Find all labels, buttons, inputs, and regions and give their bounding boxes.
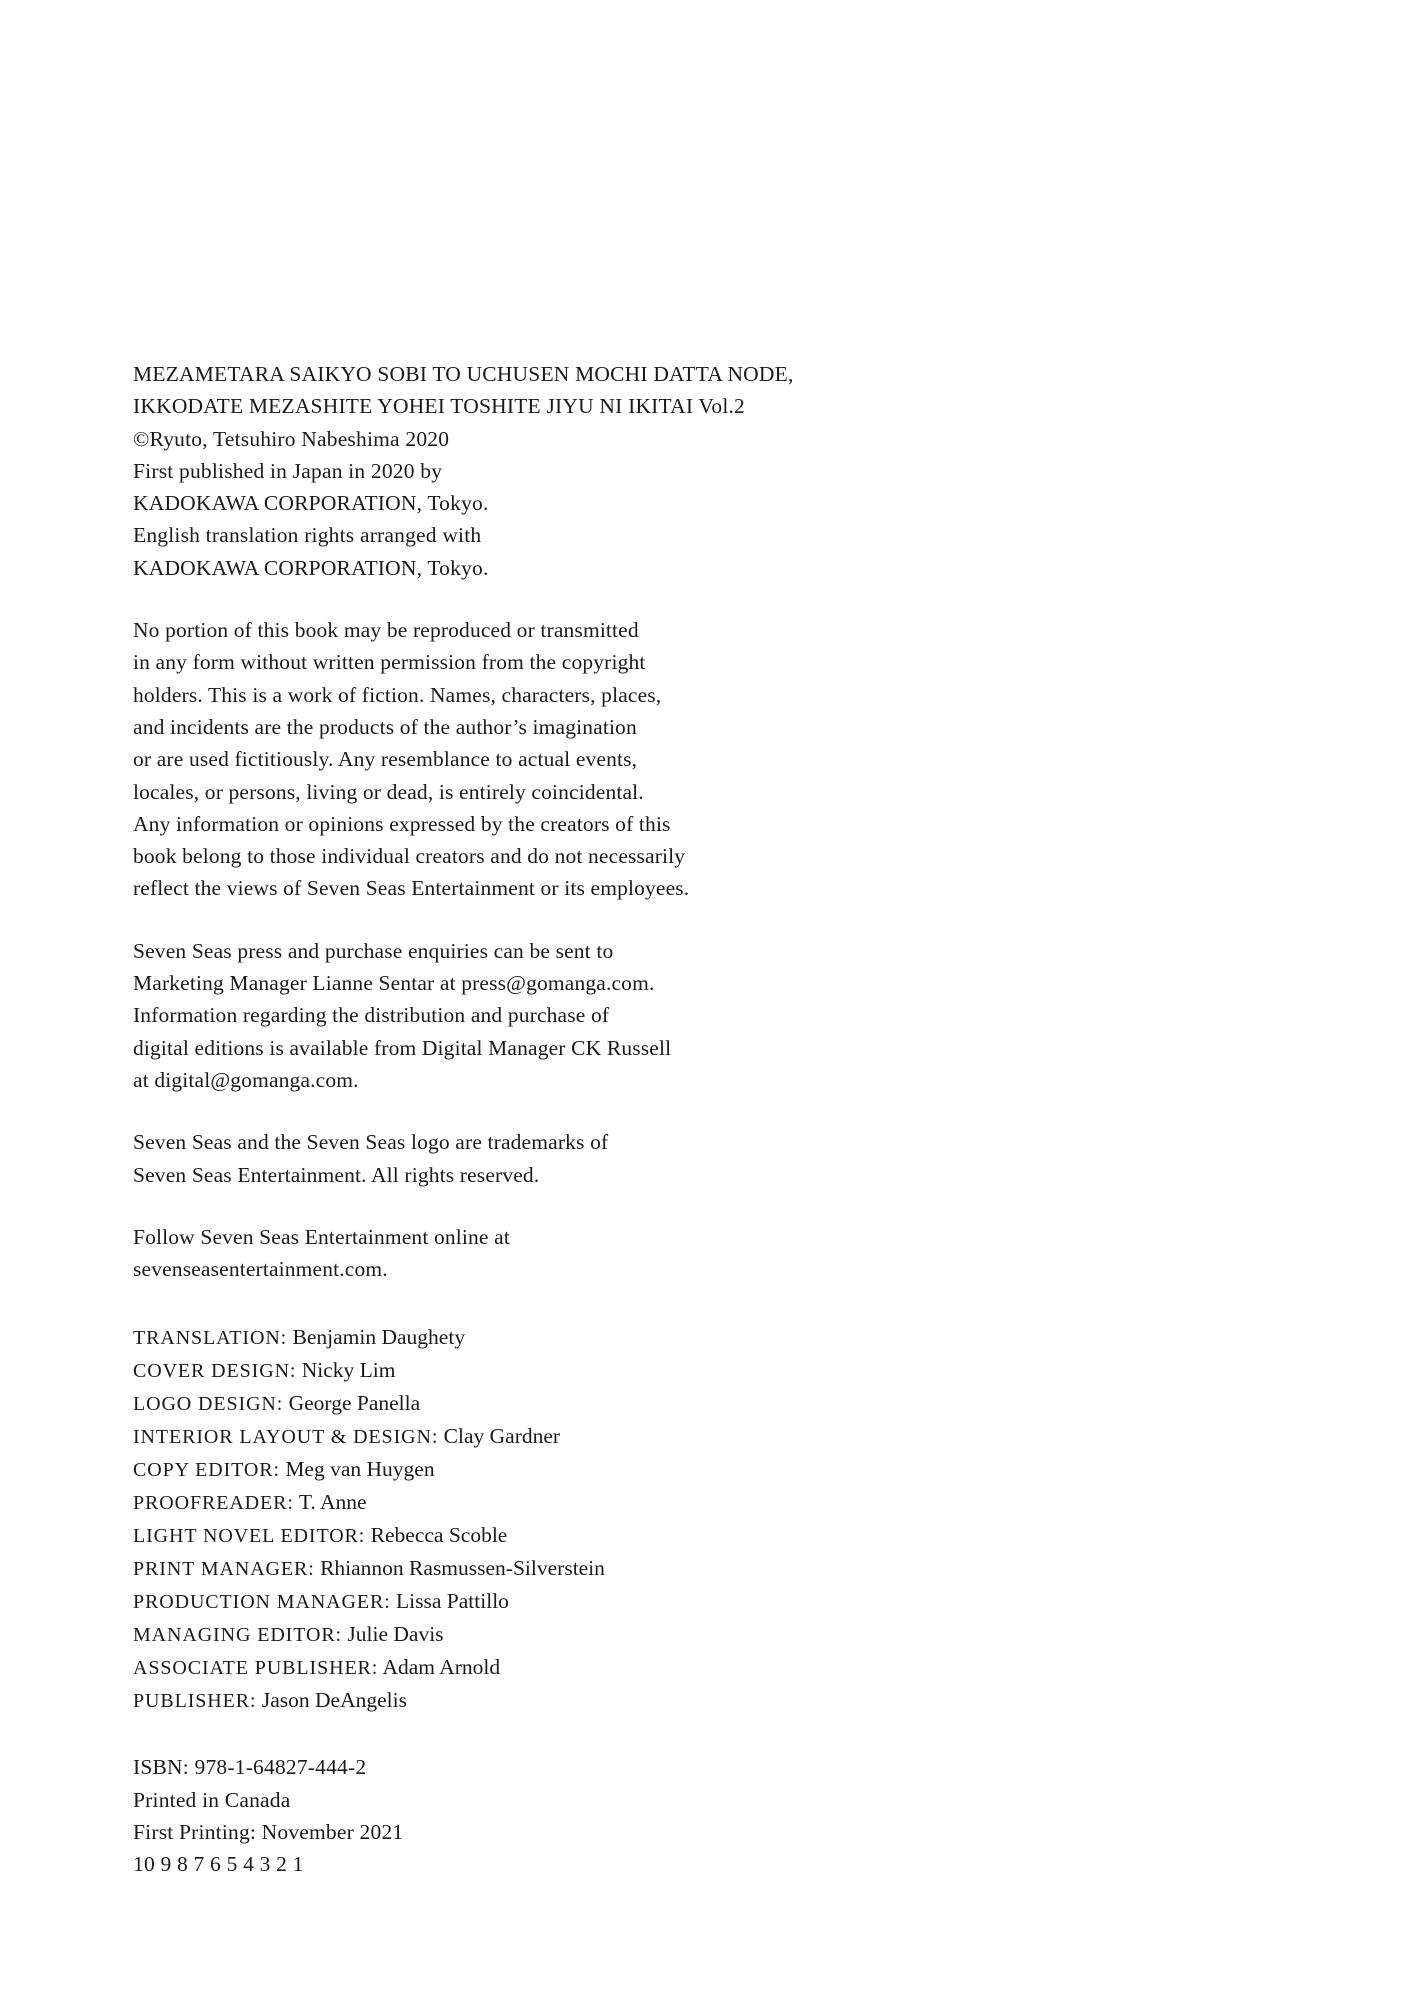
credit-name: Rhiannon Rasmussen-Silverstein <box>320 1556 605 1581</box>
credit-row <box>133 1618 973 1651</box>
credit-role: PRODUCTION MANAGER: <box>133 1591 391 1614</box>
reproduction-line: or are used fictitiously. Any resemblance to actual events, <box>133 747 638 772</box>
follow-line: Follow Seven Seas Entertainment online at <box>133 1224 510 1249</box>
credit-role: PROOFREADER: <box>133 1492 294 1515</box>
credit-row <box>133 1387 973 1420</box>
credit-row <box>133 1519 973 1552</box>
credit-role: INTERIOR LAYOUT & DESIGN: <box>133 1426 439 1449</box>
credit-role: PRINT MANAGER: <box>133 1558 315 1581</box>
reproduction-line: book belong to those individual creators and do not necessarily <box>133 844 686 869</box>
credit-row <box>133 1684 973 1717</box>
trademark-line: Seven Seas and the Seven Seas logo are trademarks of <box>133 1130 609 1155</box>
enquiries-line: Seven Seas press and purchase enquiries can be sent to <box>133 938 614 963</box>
credit-name: Meg van Huygen <box>285 1457 435 1482</box>
trademark-block <box>133 1126 973 1191</box>
credit-name: Lissa Pattillo <box>396 1589 509 1614</box>
reproduction-line: in any form without written permission from the copyright <box>133 650 646 675</box>
credit-name: Jason DeAngelis <box>261 1688 407 1713</box>
isbn-line: ISBN: 978-1-64827-444-2 <box>133 1755 367 1780</box>
credit-role: COVER DESIGN: <box>133 1360 297 1383</box>
isbn-block <box>133 1751 973 1880</box>
credit-role: MANAGING EDITOR: <box>133 1624 343 1647</box>
reproduction-line: Any information or opinions expressed by the creators of this <box>133 811 671 836</box>
credit-row <box>133 1486 973 1519</box>
copyright-line: First published in Japan in 2020 by <box>133 458 443 483</box>
copyright-line: MEZAMETARA SAIKYO SOBI TO UCHUSEN MOCHI DATTA NODE, <box>133 362 794 386</box>
copyright-line: KADOKAWA CORPORATION, Tokyo. <box>133 491 489 516</box>
credit-row <box>133 1651 973 1684</box>
enquiries-line: Information regarding the distribution and purchase of <box>133 1003 610 1028</box>
credit-name: Nicky Lim <box>301 1358 396 1383</box>
reproduction-line: holders. This is a work of fiction. Names, characters, places, <box>133 682 662 707</box>
enquiries-line: digital editions is available from Digital Manager CK Russell <box>133 1035 672 1060</box>
reproduction-line: No portion of this book may be reproduced or transmitted <box>133 618 639 643</box>
enquiries-line: at digital@gomanga.com. <box>133 1067 359 1092</box>
credit-name: Rebecca Scoble <box>370 1523 508 1548</box>
credit-name: George Panella <box>288 1391 421 1416</box>
credit-name: Benjamin Daughety <box>292 1325 466 1350</box>
credit-role: ASSOCIATE PUBLISHER: <box>133 1657 379 1680</box>
printed-in-line: Printed in Canada <box>133 1787 291 1812</box>
trademark-line: Seven Seas Entertainment. All rights reserved. <box>133 1162 540 1187</box>
credit-row <box>133 1420 973 1453</box>
credit-role: TRANSLATION: <box>133 1327 288 1350</box>
enquiries-block <box>133 935 973 1096</box>
reproduction-notice-block <box>133 614 973 905</box>
copyright-notice-block <box>133 358 973 584</box>
follow-block <box>133 1221 973 1286</box>
printing-number-line: 10 9 8 7 6 5 4 3 2 1 <box>133 1852 304 1877</box>
credit-row <box>133 1321 973 1354</box>
copyright-line: English translation rights arranged with <box>133 523 482 548</box>
credit-row <box>133 1585 973 1618</box>
reproduction-line: and incidents are the products of the author’s imagination <box>133 714 637 739</box>
copyright-line: IKKODATE MEZASHITE YOHEI TOSHITE JIYU NI IKITAI Vol.2 <box>133 394 746 419</box>
credit-role: COPY EDITOR: <box>133 1459 280 1482</box>
credits-list <box>133 1321 973 1717</box>
credit-name: Clay Gardner <box>443 1424 561 1449</box>
credit-name: Adam Arnold <box>382 1655 501 1680</box>
credit-role: LIGHT NOVEL EDITOR: <box>133 1525 366 1548</box>
copyright-content <box>133 358 973 1881</box>
credit-role: LOGO DESIGN: <box>133 1393 284 1416</box>
copyright-line: ©Ryuto, Tetsuhiro Nabeshima 2020 <box>133 426 450 451</box>
reproduction-line: reflect the views of Seven Seas Entertainment or its employees. <box>133 876 690 901</box>
credit-row <box>133 1552 973 1585</box>
credit-role: PUBLISHER: <box>133 1690 257 1713</box>
first-printing-line: First Printing: November 2021 <box>133 1820 404 1845</box>
follow-line: sevenseasentertainment.com. <box>133 1257 388 1282</box>
credit-row <box>133 1453 973 1486</box>
credit-row <box>133 1354 973 1387</box>
credit-name: T. Anne <box>298 1490 367 1515</box>
enquiries-line: Marketing Manager Lianne Sentar at press@gomanga.com. <box>133 971 655 996</box>
reproduction-line: locales, or persons, living or dead, is entirely coincidental. <box>133 779 644 804</box>
copyright-line: KADOKAWA CORPORATION, Tokyo. <box>133 555 489 580</box>
credit-name: Julie Davis <box>347 1622 444 1647</box>
